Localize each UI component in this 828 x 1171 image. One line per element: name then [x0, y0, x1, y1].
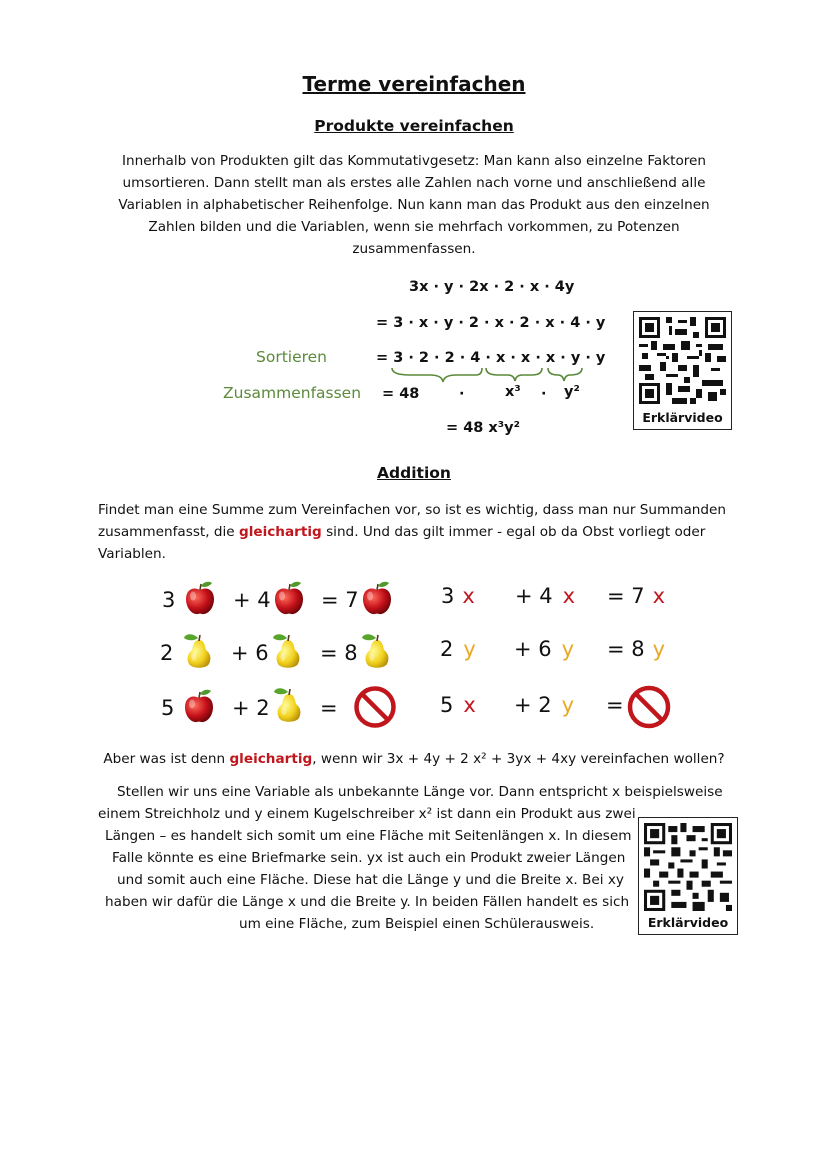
- label-zusammenfassen: Zusammenfassen: [223, 384, 362, 402]
- example-line-4-value: = 48: [382, 386, 420, 402]
- apple-icon: [360, 580, 394, 616]
- page-title: Terme vereinfachen: [302, 72, 526, 96]
- example-line-4-dot: ·: [541, 386, 547, 402]
- intro-line: Innerhalb von Produkten gilt das Kommutativgesetz: Man kann also einzelne Faktoren: [121, 153, 707, 169]
- highlight-gleichartig: gleichartig: [229, 751, 313, 767]
- coefficient: 2: [440, 637, 454, 661]
- count: 3: [162, 588, 176, 612]
- term: [515, 584, 575, 608]
- variable-x: x: [463, 693, 476, 717]
- variable-y: y: [652, 637, 666, 661]
- text-part: zusammenfasst, die: [98, 524, 239, 540]
- term: [440, 693, 476, 717]
- qr-code-video-2[interactable]: [638, 817, 738, 935]
- pear-icon: [270, 632, 304, 670]
- prohibited-icon: [626, 684, 672, 730]
- intro-line: Variablen in alphabetischer Reihenfolge. Nun kann man das Produkt aus den einzelnen: [118, 197, 710, 213]
- coefficient: = 8: [607, 637, 645, 661]
- coefficient: + 2: [514, 693, 552, 717]
- intro-line: umsortieren. Dann stellt man als erstes alle Zahlen nach vorne und anschließend alle: [122, 175, 706, 191]
- section-heading-products: Produkte vereinfachen: [314, 117, 514, 135]
- label-sortieren: Sortieren: [256, 348, 328, 366]
- grouping-braces: [390, 366, 590, 384]
- intro-line: [98, 521, 758, 543]
- intro-line: Findet man eine Summe zum Vereinfachen vor, so ist es wichtig, dass man nur Summanden: [98, 502, 727, 518]
- term: [607, 584, 665, 608]
- explain-line: um eine Fläche, zum Beispiel einen Schülerausweis.: [239, 916, 595, 932]
- variable-x: x: [652, 584, 666, 608]
- count: + 2: [232, 696, 270, 720]
- explain-line: haben wir dafür die Länge x und die Breite y. In beiden Fällen handelt es sich: [105, 894, 630, 910]
- pear-icon: [181, 632, 215, 670]
- highlight-gleichartig: gleichartig: [238, 524, 322, 540]
- products-intro: [60, 150, 768, 260]
- example-line-4-y2: y²: [564, 384, 580, 400]
- text-part: , wenn wir 3x + 4y + 2 x² + 3yx + 4xy vereinfachen wollen?: [312, 751, 725, 767]
- term: [607, 637, 665, 661]
- example-line-1: 3x · y · 2x · 2 · x · 4y: [409, 279, 575, 295]
- intro-line: Variablen.: [98, 546, 166, 562]
- pear-icon: [359, 632, 393, 670]
- term: [441, 584, 475, 608]
- prohibited-icon: [353, 685, 397, 729]
- variable-x: x: [562, 584, 576, 608]
- apple-icon: [182, 688, 216, 724]
- intro-line: Zahlen bilden und die Variablen, wenn sie mehrfach vorkommen, zu Potenzen: [148, 219, 680, 235]
- explain-line: und somit auch eine Fläche. Diese hat die Länge y und die Breite x. Bei xy: [117, 872, 624, 888]
- brace-x: [486, 368, 542, 381]
- coefficient: 5: [440, 693, 454, 717]
- variable-y: y: [561, 637, 575, 661]
- count: 5: [161, 696, 175, 720]
- addition-intro: [98, 499, 758, 565]
- text-part: Aber was ist denn: [103, 751, 230, 767]
- count: =: [320, 696, 338, 720]
- example-line-2: = 3 · x · y · 2 · x · 2 · x · 4 · y: [376, 315, 606, 331]
- term: [514, 637, 574, 661]
- example-result: = 48 x³y²: [446, 420, 520, 436]
- example-line-4-x3: x³: [505, 384, 521, 400]
- qr-code-icon: [639, 317, 726, 404]
- apple-icon: [183, 580, 217, 616]
- qr-label: Erklärvideo: [642, 410, 723, 425]
- text-part: sind. Und das gilt immer - egal ob da Obst vorliegt oder: [321, 524, 706, 540]
- term: [606, 693, 624, 717]
- example-line-3: = 3 · 2 · 2 · 4 · x · x · x · y · y: [376, 350, 606, 366]
- explain-line: Falle könnte es eine Briefmarke sein. yx ist auch ein Produkt zweier Längen: [112, 850, 626, 866]
- variable-x: x: [462, 584, 475, 608]
- count: = 7: [321, 588, 359, 612]
- section-heading-addition: Addition: [377, 464, 451, 482]
- qr-code-icon: [644, 823, 732, 911]
- count: + 4: [233, 588, 271, 612]
- count: 2: [160, 641, 174, 665]
- term: [514, 693, 574, 717]
- pear-icon: [271, 686, 305, 724]
- count: = 8: [320, 641, 358, 665]
- qr-label: Erklärvideo: [647, 915, 729, 930]
- variable-y: y: [463, 637, 476, 661]
- coefficient: =: [606, 693, 624, 717]
- brace-numbers: [392, 368, 482, 382]
- qr-code-video-1[interactable]: [633, 311, 732, 430]
- coefficient: + 6: [514, 637, 552, 661]
- example-line-4-dot: ·: [459, 386, 465, 402]
- question-line: [0, 748, 828, 770]
- coefficient: 3: [441, 584, 455, 608]
- variable-y: y: [561, 693, 575, 717]
- term: [440, 637, 476, 661]
- explain-line: einem Streichholz und y einem Kugelschreiber x² ist dann ein Produkt aus zwei: [98, 806, 636, 822]
- count: + 6: [231, 641, 269, 665]
- coefficient: + 4: [515, 584, 553, 608]
- intro-line: zusammenfassen.: [352, 241, 476, 257]
- brace-y: [548, 368, 582, 381]
- coefficient: = 7: [607, 584, 645, 608]
- explain-line: Längen – es handelt sich somit um eine Fläche mit Seitenlängen x. In diesem: [105, 828, 632, 844]
- apple-icon: [272, 580, 306, 616]
- explain-line: Stellen wir uns eine Variable als unbekannte Länge vor. Dann entspricht x beispielsweise: [117, 784, 723, 800]
